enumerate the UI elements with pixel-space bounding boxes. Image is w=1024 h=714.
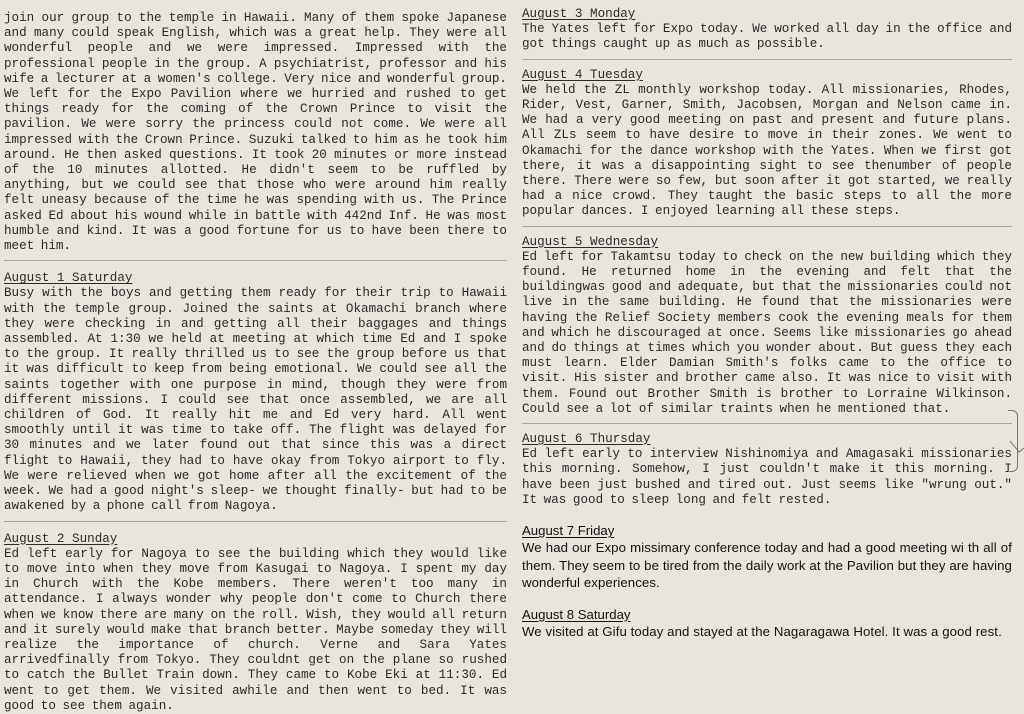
diary-entry-august-8 bbox=[522, 606, 1012, 641]
entry-heading: August 7 Friday bbox=[522, 523, 615, 539]
entry-divider bbox=[522, 423, 1012, 424]
entry-divider bbox=[4, 521, 507, 522]
diary-entry-august-5 bbox=[522, 235, 1012, 417]
entry-heading: August 4 Tuesday bbox=[522, 67, 643, 82]
diary-entry-august-1 bbox=[4, 271, 507, 514]
entry-text: Ed left for Takamtsu today to check on the new building which they found. He returned home in the evening and felt that the buildingwas good and adequate, but that the missionaries could not live in the same building. He found that the missionaries were having the Relief Society members cook the evening meals for them and which he discouraged at once. Seems like missionaries go ahead and do things at times which you wonder about. But guess they each must learn. Elder Damian Smith's folks came to the office to visit. His sister and brother came also. It was nice to visit with them. Found out Brother Smith is brother to Lorraine Wilkinson. Could see a lot of similar traints when he mentioned that. bbox=[522, 249, 1012, 416]
entry-divider bbox=[522, 59, 1012, 60]
right-column bbox=[522, 7, 1012, 640]
entry-heading: August 3 Monday bbox=[522, 7, 636, 21]
entry-text: Ed left early to interview Nishinomiya and Amagasaki missionaries this morning. Somehow, I just couldn't make it this morning. I have been just bushed and tired out. Just seems like "wrung out." It was good to sleep long and felt rested. bbox=[522, 447, 1012, 507]
entry-text: Ed left early for Nagoya to see the building which they would like to move into when they move from Kasugai to Nagoya. I spent my day in Church with the Kobe members. There weren't too many in attendance. I always wonder why people don't come to Church there when we know there are many on the roll. Wish, they would all return and it surely would make that branch better. Maybe someday they will realize the importance of church. Verne and Sara Yates arrivedfinally from Tokyo. They couldnt get on the plane so rushed to catch the Bullet Train down. They came to Kobe Eki at 11:30. Ed went to get them. We visited awhile and then went to bed. It was good to see them again. bbox=[4, 546, 507, 713]
entry-divider bbox=[4, 260, 507, 261]
entry-text: We visited at Gifu today and stayed at the Nagaragawa Hotel. It was a good rest. bbox=[522, 623, 1002, 639]
diary-entry-august-3 bbox=[522, 7, 1012, 53]
entry-divider bbox=[522, 226, 1012, 227]
entry-heading: August 6 Thursday bbox=[522, 432, 651, 447]
entry-heading: August 2 Sunday bbox=[4, 531, 118, 546]
entry-heading: August 1 Saturday bbox=[4, 271, 133, 286]
diary-entry-continued bbox=[4, 11, 507, 254]
entry-text: We held the ZL monthly workshop today. All missionaries, Rhodes, Rider, Vest, Garner, Smith, Jacobsen, Morgan and Nelson came in. We had a very good meeting on past and present and future plans. All ZLs seem to have desire to move in their zones. We went to Okamachi for the dance workshop with the Yates. When we first got there, it was a disappointing sight to see thenumber of people there. There were so few, but soon after it got started, we really had a nice crowd. They taught the basic steps to all the more popular dances. I enjoyed learning all these steps. bbox=[522, 82, 1012, 219]
entry-heading: August 8 Saturday bbox=[522, 606, 631, 622]
entry-text: We had our Expo missimary conference today and had a good meeting wi th all of them. They seem to be tired from the daily work at the Pavilion but they are having wonderful experiences. bbox=[522, 540, 1012, 591]
diary-entry-august-2 bbox=[4, 532, 507, 714]
entry-text: join our group to the temple in Hawaii. Many of them spoke Japanese and many could speak English, which was a great help. They were all wonderful people and we were impressed. Impressed with the professional people in the group. A psychiatrist, professor and his wife a lecturer at a women's college. Very nice and wonderful group. We left for the Expo Pavilion where we hurried and rushed to get things ready for the coming of the Crown Prince to visit the pavilion. We were sorry the princess could not come. We were all impressed with the Crown Prince. Suzuki talked to him as he took him around. He then asked questions. It took 20 minutes or more instead of the 10 minutes allotted. He didn't seem to be ruffled by anything, but we could see that those who were around him really felt uneasy because of the time he was spending with us. The Prince asked Ed about his wound while in battle with 442nd Inf. He was most humble and kind. It was a good fortune for us to have been there to meet him. bbox=[4, 11, 507, 254]
entry-text: Busy with the boys and getting them ready for their trip to Hawaii with the temple group. Joined the saints at Okamachi branch where they were checking in and getting all their baggages and things assembled. At 1:30 we held at meeting at which time Ed and I spoke to the group. It really thrilled us to see the group before us that it was difficult to keep from being emotional. We could see all the saints together with one purpose in mind, though they were from different missions. I could see that once assembled, we are all children of God. It really hit me and Ed very hard. All went smoothly until it was time to take off. The flight was delayed for 30 minutes and we later found out that since this was a direct flight to Hawaii, they had to have okay from Tokyo airport to fly. We were relieved when we got home after all the excitement of the week. We had a good night's sleep- we thought finally- but had to be awakened by a phone call from Nagoya. bbox=[4, 286, 507, 514]
diary-entry-august-6 bbox=[522, 432, 1012, 508]
left-column bbox=[4, 11, 507, 714]
diary-entry-august-4 bbox=[522, 68, 1012, 220]
entry-text: The Yates left for Expo today. We worked all day in the office and got things caught up as much as possible. bbox=[522, 22, 1012, 52]
entry-heading: August 5 Wednesday bbox=[522, 234, 659, 249]
diary-entry-august-7 bbox=[522, 522, 1012, 592]
